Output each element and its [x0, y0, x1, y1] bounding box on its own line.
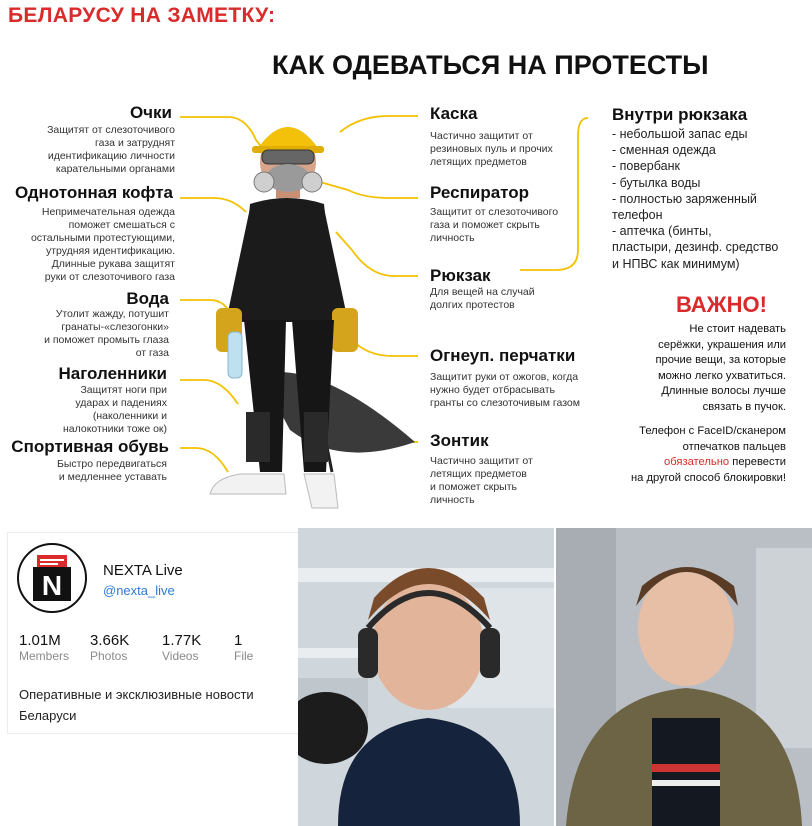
stat-photos[interactable]: 3.66K Photos [90, 632, 130, 663]
label-backpack: Рюкзак [430, 266, 491, 285]
list-item: и НПВС как минимум) [612, 256, 740, 271]
desc-shoes: Быстро передвигаться и медленнее уставать [56, 458, 167, 483]
channel-name: NEXTA Live [103, 562, 183, 579]
desc-respirator: Защитит от слезоточивого газа и поможет скрыть личность [430, 206, 559, 244]
protester-figure [200, 112, 430, 520]
label-shin-guards: Наголенники [58, 364, 167, 383]
backpack-contents-title: Внутри рюкзака [612, 105, 748, 124]
label-umbrella: Зонтик [430, 431, 489, 450]
list-item: - аптечка (бинты, [612, 224, 712, 239]
svg-text:N: N [41, 570, 63, 601]
list-item: телефон [612, 208, 663, 223]
banner: БЕЛАРУСУ НА ЗАМЕТКУ: [8, 4, 276, 27]
protester-illustration [200, 112, 430, 520]
label-sweater: Однотонная кофта [14, 183, 173, 202]
backpack-contents-list [612, 126, 812, 272]
page-title: КАК ОДЕВАТЬСЯ НА ПРОТЕСТЫ [272, 50, 709, 80]
important-title: ВАЖНО! [676, 292, 767, 317]
desc-water: Утолит жажду, потушит гранаты-«слезогонки» и поможет промыть глаза от газа [44, 308, 169, 359]
desc-shin-guards: Защитят ноги при ударах и падениях (наколенники и налокотники тоже ок) [62, 384, 167, 435]
stat-videos[interactable]: 1.77K Videos [162, 632, 202, 663]
desc-backpack: Для вещей на случай долгих протестов [430, 286, 535, 311]
channel-avatar[interactable] [17, 543, 87, 613]
stat-members: 1.01M Members [19, 632, 70, 663]
label-shoes: Спортивная обувь [11, 437, 169, 456]
channel-handle[interactable]: @nexta_live [103, 583, 175, 598]
list-item: - повербанк [612, 159, 680, 174]
list-item: - полностью заряженный [612, 191, 757, 206]
list-item: - бутылка воды [612, 175, 701, 190]
desc-helmet: Частично защитит от резиновых пуль и прочих летящих предметов [430, 130, 553, 168]
photo-young-man [556, 528, 812, 826]
list-item: пластыри, дезинф. средство [612, 240, 779, 255]
list-item: - небольшой запас еды [612, 127, 748, 141]
phone-warning: Телефон с FaceID/сканером отпечатков пальцев обязательно перевести на другой способ блокировки! [630, 425, 786, 484]
emphasis-required: обязательно [664, 456, 730, 468]
channel-description: Оперативные и эксклюзивные новости Беларуси [19, 687, 254, 723]
desc-sweater: Непримечательная одежда поможет смешаться с остальными протестующими, утрудняя идентификацию. Длинные рукава защитят руки от слезоточивого газа [30, 206, 175, 283]
photo-man-with-headphones [298, 528, 554, 826]
list-item: - сменная одежда [612, 143, 716, 158]
label-respirator: Респиратор [430, 183, 530, 202]
desc-umbrella: Частично защитит от летящих предметов и поможет скрыть личность [430, 455, 533, 506]
nexta-logo-icon [19, 545, 85, 611]
label-helmet: Каска [430, 104, 478, 123]
important-text: Не стоит надевать серёжки, украшения или прочие вещи, за которые можно легко ухватиться. Длинные волосы лучше связать в пучок. [655, 323, 786, 413]
label-water: Вода [126, 289, 169, 308]
label-glasses: Очки [129, 103, 172, 122]
stat-files[interactable]: 1 File [234, 632, 254, 663]
desc-glasses: Защитят от слезоточивого газа и затруднят идентификацию личности карательными органами [47, 124, 175, 175]
desc-gloves: Защитит руки от ожогов, когда нужно будет отбрасывать гранты со слезоточивым газом [430, 371, 580, 409]
label-gloves: Огнеуп. перчатки [430, 346, 576, 365]
